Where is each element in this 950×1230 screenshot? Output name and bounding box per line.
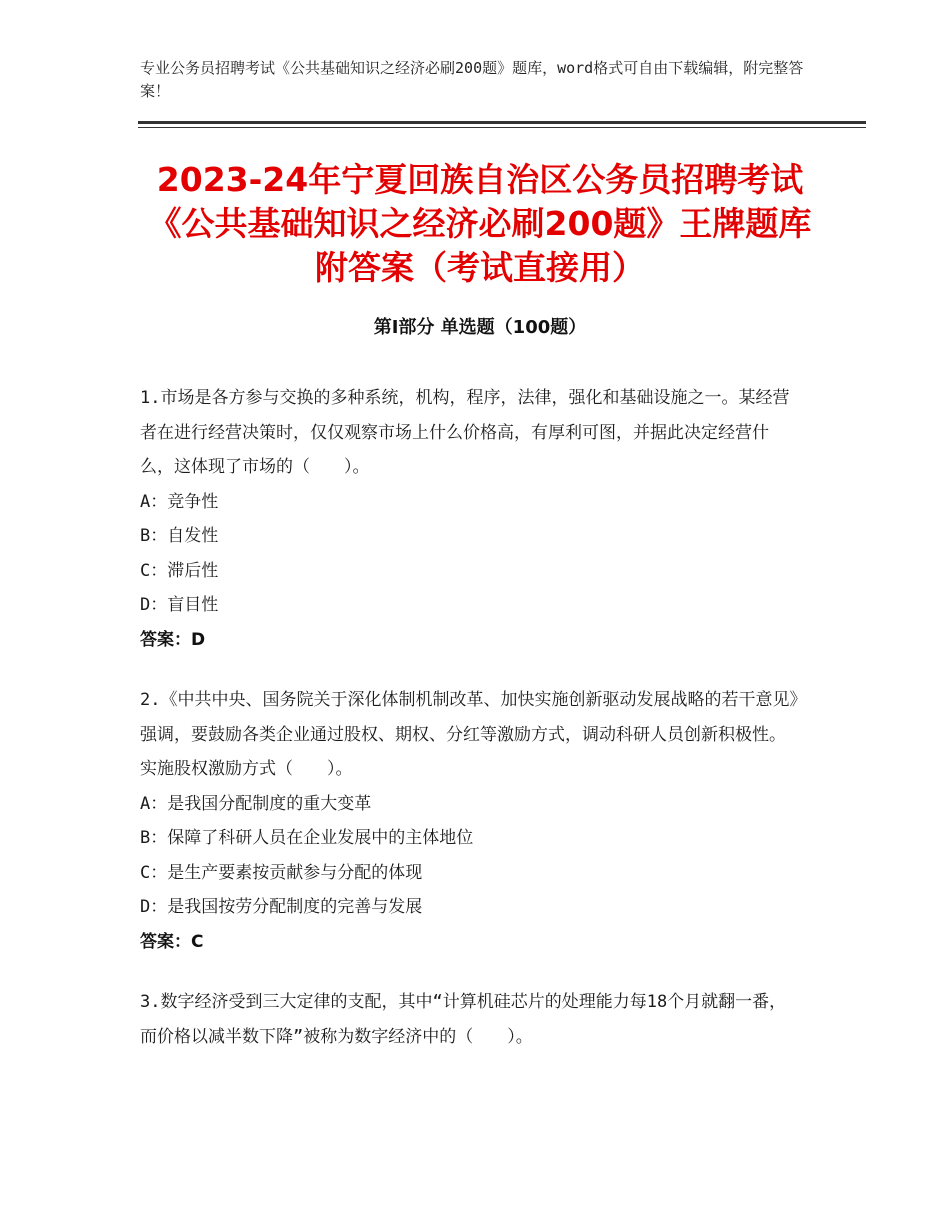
option-b: B：保障了科研人员在企业发展中的主体地位 <box>140 828 474 848</box>
header-note: 专业公务员招聘考试《公共基础知识之经济必刷200题》题库，word格式可自由下载编辑，附完整答案！ <box>140 59 804 100</box>
option-c: C：滞后性 <box>140 560 219 581</box>
question-list <box>140 381 800 1080</box>
option-d: D：是我国按劳分配制度的完善与发展 <box>140 897 423 917</box>
option-d: D：盲目性 <box>140 595 219 615</box>
question-3 <box>140 985 800 1054</box>
answer: 答案：C <box>140 931 204 952</box>
question-stem: 2.《中共中央、国务院关于深化体制机制改革、加快实施创新驱动发展战略的若干意见》强调，要鼓励各类企业通过股权、期权、分红等激励方式，调动科研人员创新积极性。实施股权激励方式（ ）。 <box>140 690 798 779</box>
document-title: 2023-24年宁夏回族自治区公务员招聘考试《公共基础知识之经济必刷200题》王牌题库附答案（考试直接用） <box>148 160 812 287</box>
option-c: C：是生产要素按贡献参与分配的体现 <box>140 862 423 883</box>
header-divider-thick <box>138 121 866 124</box>
question-stem: 1.市场是各方参与交换的多种系统，机构，程序，法律，强化和基础设施之一。某经营者在进行经营决策时，仅仅观察市场上什么价格高，有厚利可图，并据此决定经营什么，这体现了市场的（ ）。 <box>140 388 790 477</box>
answer: 答案：D <box>140 629 206 650</box>
header-divider-thin <box>138 127 866 128</box>
option-a: A：竞争性 <box>140 491 219 512</box>
question-stem: 3.数字经济受到三大定律的支配，其中“计算机硅芯片的处理能力每18个月就翻一番，而价格以减半数下降”被称为数字经济中的（ ）。 <box>140 992 787 1047</box>
question-1 <box>140 381 800 657</box>
section-title: 第Ⅰ部分 单选题（100题） <box>373 317 587 338</box>
option-b: B：自发性 <box>140 526 219 546</box>
question-2 <box>140 683 800 959</box>
option-a: A：是我国分配制度的重大变革 <box>140 793 372 814</box>
